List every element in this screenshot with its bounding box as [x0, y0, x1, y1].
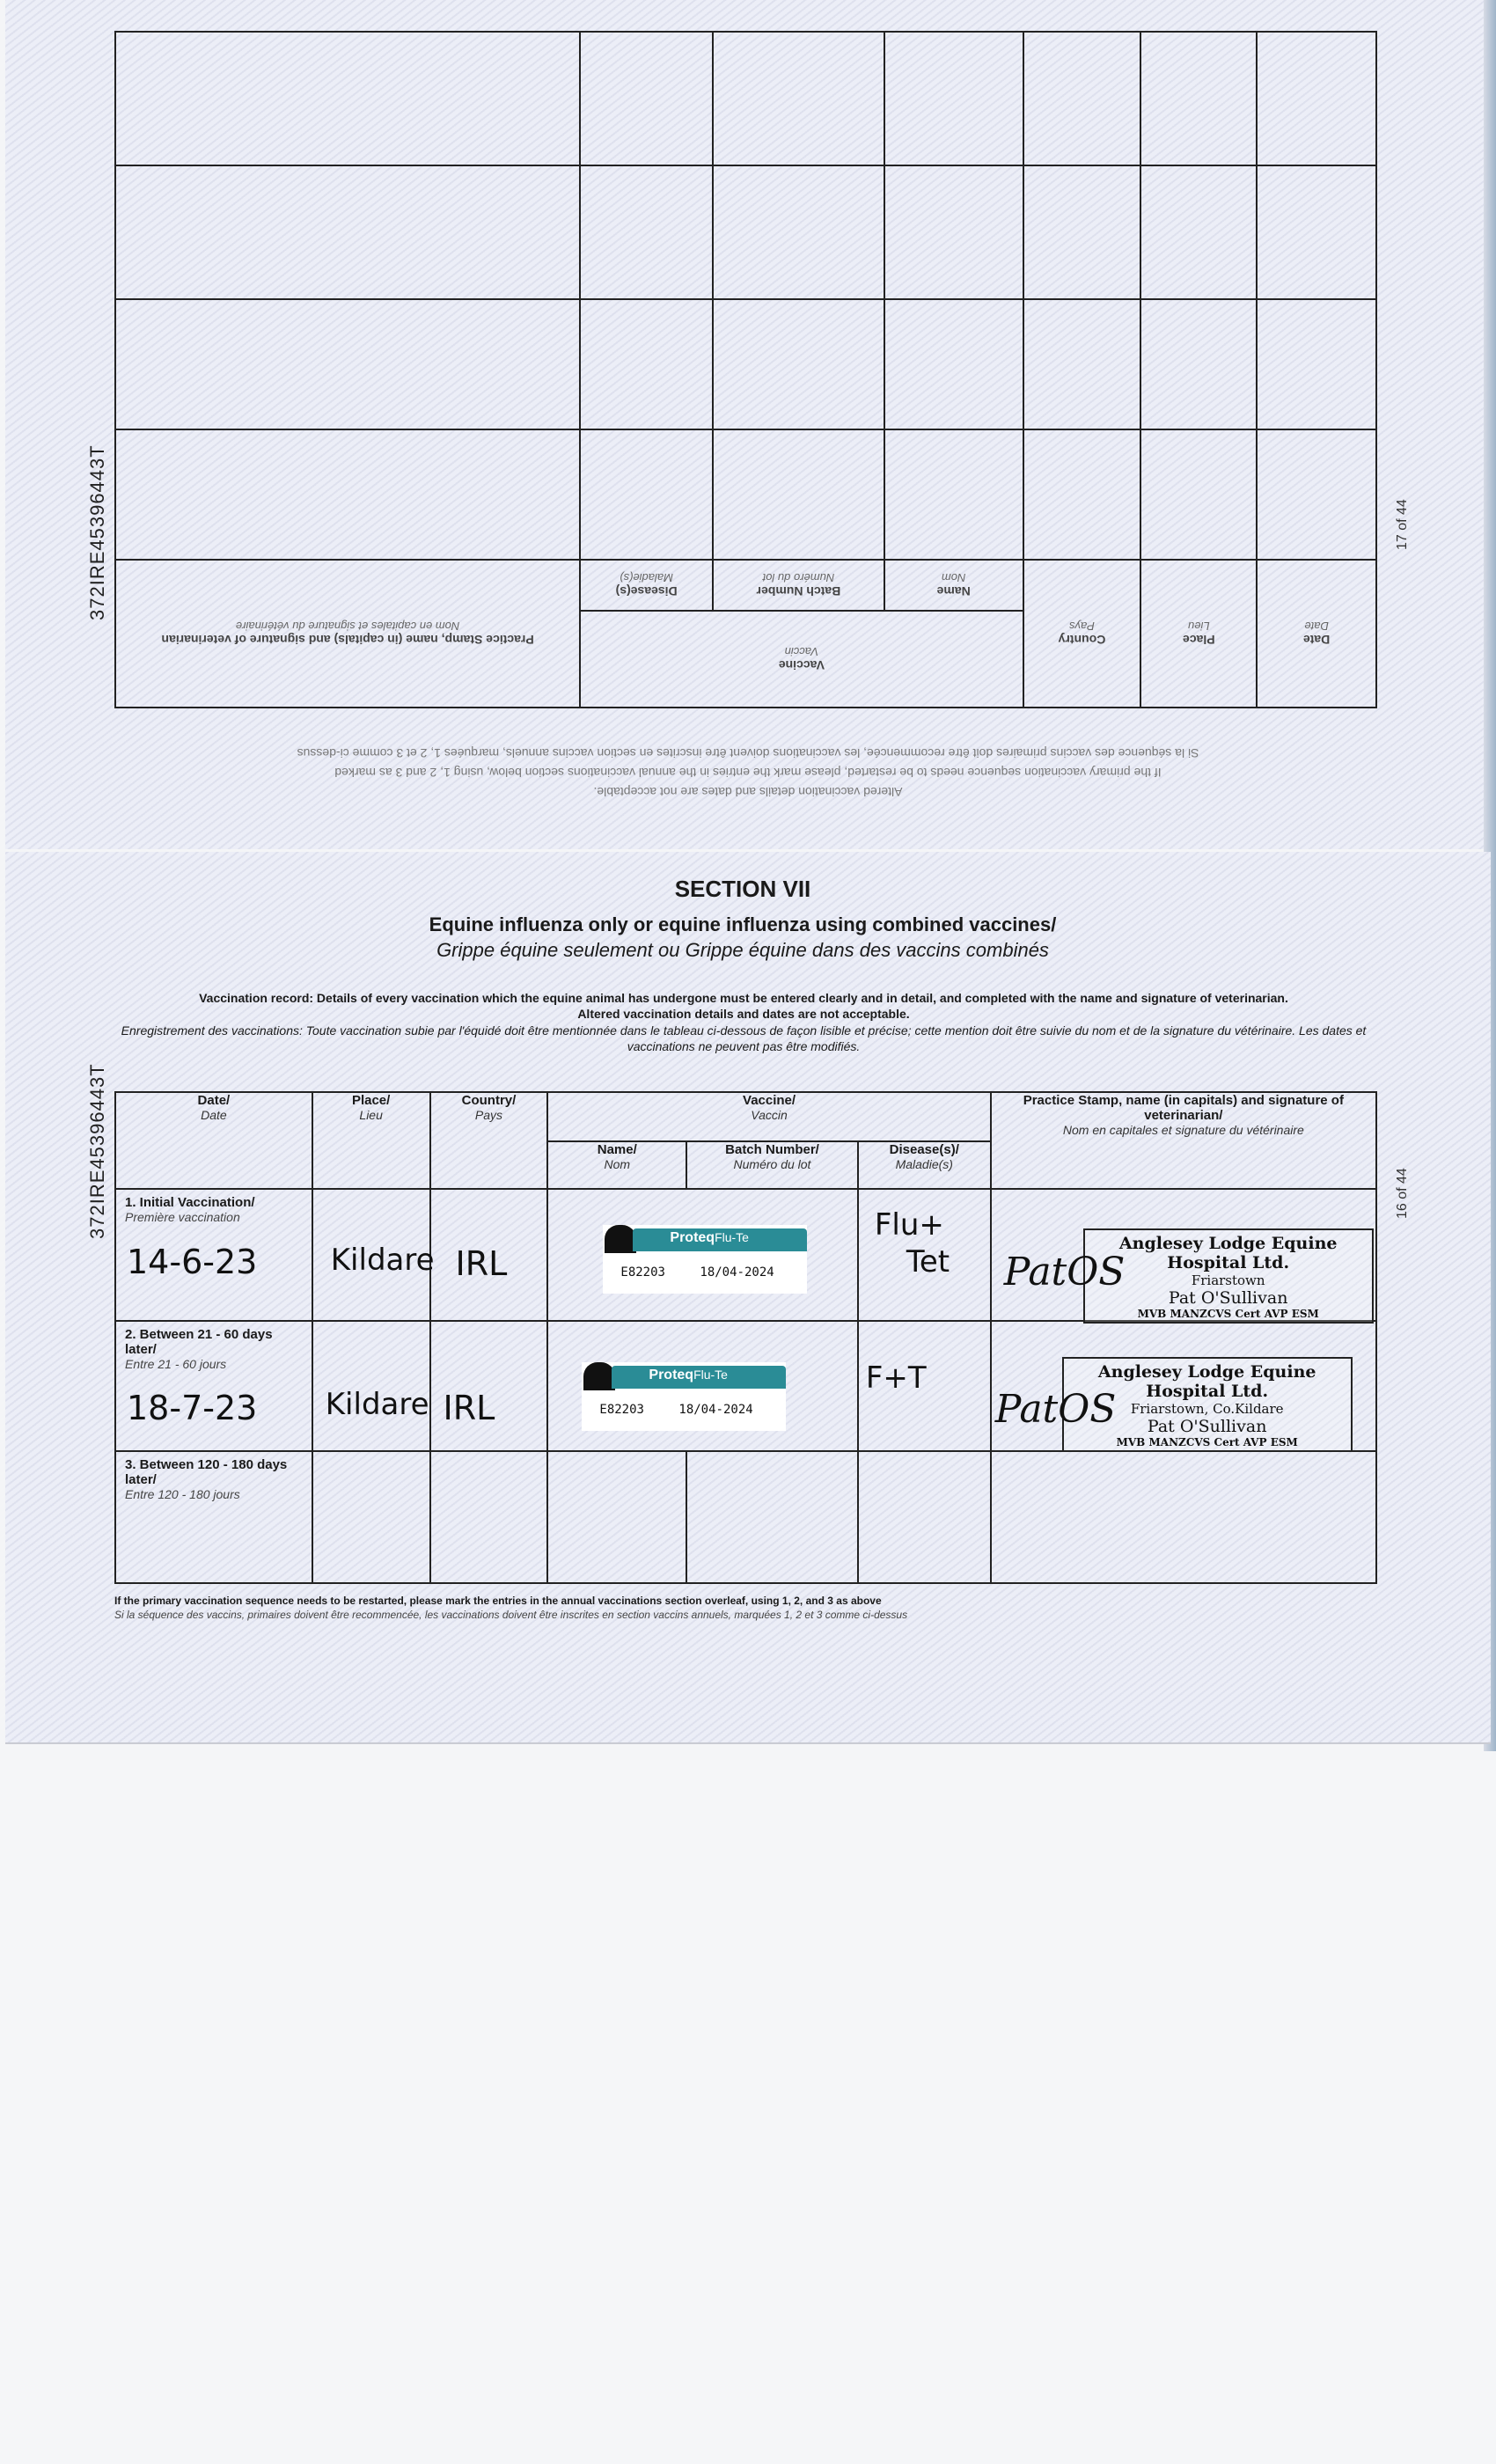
- vaccination-table: [114, 1091, 1377, 1584]
- row2-country-cell: [430, 1321, 548, 1451]
- header-date: Date/ Date: [115, 1092, 312, 1189]
- flip-header-country: Country Pays: [1023, 560, 1141, 708]
- row-label: 1. Initial Vaccination/ Première vaccination: [125, 1195, 255, 1224]
- flip-header-date: Date Date: [1257, 560, 1376, 708]
- practice-stamp: Anglesey Lodge Equine Hospital Ltd. Friarstown Pat O'Sullivan MVB MANZCVS Cert AVP ESM: [1083, 1228, 1374, 1324]
- section-subtitle-en: Equine influenza only or equine influenza using combined vaccines/: [429, 913, 1057, 935]
- section-subtitle-fr: Grippe équine seulement ou Grippe équine dans des vaccins combinés: [436, 939, 1049, 961]
- practice-stamp: Anglesey Lodge Equine Hospital Ltd. Friarstown, Co.Kildare Pat O'Sullivan MVB MANZCVS Cert AVP ESM: [1062, 1357, 1353, 1452]
- expiry-date: 18/04-2024: [678, 1403, 753, 1417]
- header-country: Country/ Pays: [430, 1092, 548, 1189]
- header-name: Name/ Nom: [547, 1141, 686, 1189]
- row-label: 3. Between 120 - 180 days later/ Entre 120 - 180 jours: [125, 1457, 288, 1501]
- record-instructions-en: Vaccination record: Details of every vaccination which the equine animal has undergone must be entered clearly and in detail, and completed with the name and signature of veterinarian. Altered vaccination details and dates are not acceptable.: [199, 991, 1288, 1021]
- row1-place-cell: [312, 1189, 435, 1321]
- handwritten-date: 14-6-23: [127, 1243, 258, 1281]
- handwritten-place: Kildare: [330, 1243, 435, 1278]
- vaccine-logo-icon: [605, 1225, 636, 1253]
- row2-vaccine-cell: [547, 1321, 857, 1451]
- handwritten-place: Kildare: [325, 1387, 429, 1422]
- row1-date-cell: [115, 1189, 312, 1321]
- scanner-blank-area: [0, 1760, 1496, 2464]
- row2-place-cell: [312, 1321, 430, 1451]
- flip-header-batch: Batch Number Numéro du lot: [713, 560, 884, 611]
- row1-disease-cell: [858, 1189, 991, 1321]
- vet-signature: PatOS: [994, 1387, 1117, 1432]
- handwritten-disease: Flu+: [874, 1207, 944, 1243]
- record-instructions-fr: Enregistrement des vaccinations: Toute vaccination subie par l'équidé doit être mentionnée dans le tableau ci-dessous de façon lisible et précise; cette mention doit être suivie du nom et de la signature du vétérinaire. Les dates et vaccinations ne peuvent pas être modifiés.: [121, 1023, 1367, 1053]
- expiry-date: 18/04-2024: [700, 1265, 774, 1280]
- header-disease: Disease(s)/ Maladie(s): [858, 1141, 991, 1189]
- handwritten-date: 18-7-23: [127, 1389, 258, 1427]
- row2-date-cell: [115, 1321, 312, 1451]
- passport-id-bottom: 372IRE45396443T: [86, 1063, 108, 1239]
- handwritten-disease: F+T: [865, 1360, 927, 1396]
- passport-id-top: 372IRE45396443T: [86, 444, 108, 620]
- header-practice-stamp: Practice Stamp, name (in capitals) and signature of veterinarian/ Nom en capitales et signature du vétérinaire: [991, 1092, 1376, 1189]
- table-row: [115, 1321, 1376, 1451]
- row2-stamp-cell: [991, 1321, 1376, 1451]
- vaccine-logo-icon: [583, 1362, 615, 1390]
- vet-signature: PatOS: [1003, 1250, 1126, 1294]
- batch-number: E82203: [620, 1265, 665, 1280]
- header-place: Place/ Lieu: [312, 1092, 430, 1189]
- header-vaccine: Vaccine/ Vaccin: [547, 1092, 990, 1141]
- batch-number: E82203: [599, 1403, 644, 1417]
- flip-header-vaccine: Vaccine Vaccin: [580, 611, 1023, 708]
- row1-country-cell: [430, 1189, 548, 1321]
- upside-down-notes: Altered vaccination details and dates are not acceptable. If the primary vaccination sequence needs to be restarted, please mark the entries in the annual vaccinations section below, using 1, 2 and 3 as marked Si la séquence des vaccins primaires doit être recommencée, les vaccinations doivent être inscrites en section vaccins annuels, marquées 1, 2 et 3 comme ci-dessus: [297, 746, 1199, 799]
- row1-stamp-cell: [991, 1189, 1376, 1321]
- row2-disease-cell: [858, 1321, 991, 1451]
- table-row: [115, 1189, 1376, 1321]
- page-number-top: 17 of 44: [1395, 499, 1410, 550]
- table-row: [115, 1451, 1376, 1583]
- row3-date-cell: [115, 1451, 312, 1583]
- upside-down-vaccination-table: [114, 82, 1377, 708]
- handwritten-country: IRL: [455, 1244, 508, 1283]
- row1-vaccine-cell: [547, 1189, 857, 1321]
- vaccine-sticker: ProteqFlu-Te E82203 18/04-2024: [603, 1225, 807, 1294]
- handwritten-country: IRL: [443, 1389, 495, 1427]
- section-title: SECTION VII: [674, 876, 811, 902]
- page-number-bottom: 16 of 44: [1395, 1168, 1410, 1219]
- footnote-en: If the primary vaccination sequence needs to be restarted, please mark the entries in the annual vaccinations section overleaf, using 1, 2, and 3 as above: [114, 1595, 882, 1607]
- flip-header-practice: Practice Stamp, name (in capitals) and signature of veterinarian Nom en capitales et signature du vétérinaire: [115, 560, 580, 708]
- footnote-fr: Si la séquence des vaccins, primaires doivent être recommencée, les vaccinations doivent être inscrites en section vaccins annuels, marquées 1, 2 et 3 comme ci-dessus: [114, 1609, 908, 1621]
- vaccine-sticker: ProteqFlu-Te E82203 18/04-2024: [582, 1362, 786, 1431]
- flip-header-name: Name Nom: [884, 560, 1023, 611]
- flip-header-disease: Disease(s) Maladie(s): [580, 560, 713, 611]
- header-batch: Batch Number/ Numéro du lot: [686, 1141, 858, 1189]
- handwritten-disease-2: Tet: [906, 1244, 950, 1280]
- row-label: 2. Between 21 - 60 days later/ Entre 21 - 60 jours: [125, 1327, 273, 1371]
- flip-header-place: Place Lieu: [1140, 560, 1257, 708]
